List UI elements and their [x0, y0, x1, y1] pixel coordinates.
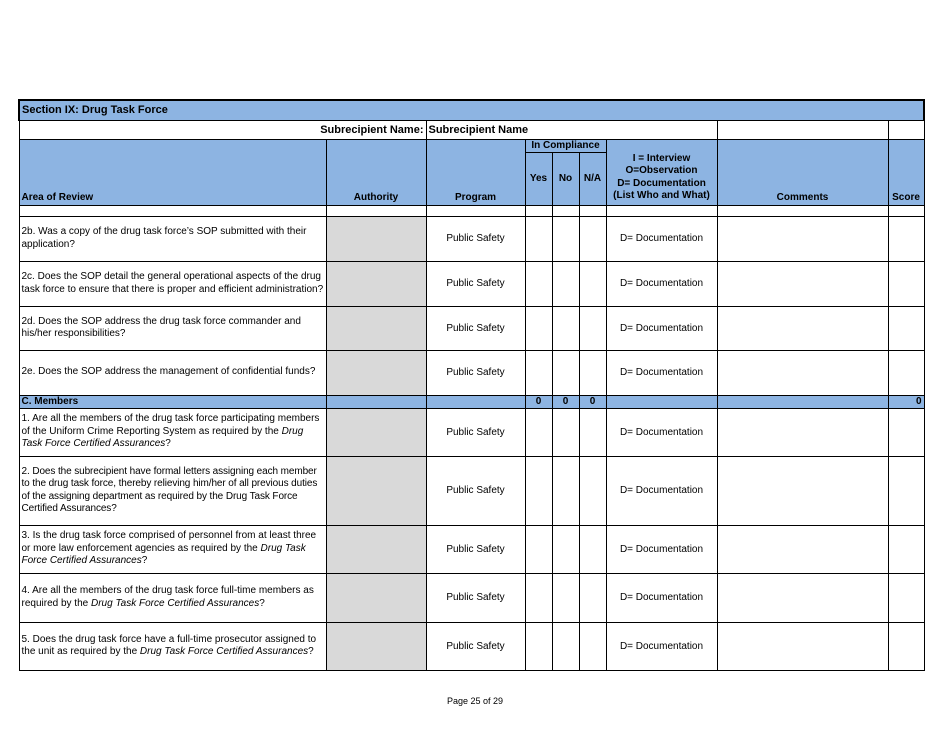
yes-cell[interactable] — [525, 306, 552, 350]
comments-cell[interactable] — [717, 408, 888, 456]
no-cell[interactable] — [552, 622, 579, 670]
score-cell[interactable] — [888, 456, 924, 525]
authority-cell — [326, 622, 426, 670]
method-cell: D= Documentation — [606, 261, 717, 306]
method-cell: D= Documentation — [606, 350, 717, 395]
authority-cell — [326, 408, 426, 456]
header-yes: Yes — [525, 152, 552, 205]
table-row — [19, 408, 924, 456]
na-cell[interactable] — [579, 408, 606, 456]
no-cell[interactable] — [552, 350, 579, 395]
question-text: 2e. Does the SOP address the management of confidential funds? — [19, 350, 326, 395]
table-row — [19, 622, 924, 670]
program-cell: Public Safety — [426, 408, 525, 456]
score-cell[interactable] — [888, 573, 924, 622]
method-cell: D= Documentation — [606, 456, 717, 525]
question-text: 3. Is the drug task force comprised of personnel from at least three or more law enforcement agencies as required by the Drug Task Force Certified Assurances? — [19, 525, 326, 573]
comments-cell[interactable] — [717, 525, 888, 573]
spacer-row — [19, 205, 924, 216]
table-row — [19, 350, 924, 395]
question-text: 2. Does the subrecipient have formal letters assigning each member to the drug task force, thereby relieving him/her of all previous duties of the assigning department as required by the Drug Task Force Certified Assurances? — [19, 456, 326, 525]
legend-interview: I = Interview — [632, 152, 691, 164]
method-cell: D= Documentation — [606, 573, 717, 622]
na-cell[interactable] — [579, 306, 606, 350]
score-cell[interactable] — [888, 350, 924, 395]
yes-cell[interactable] — [525, 216, 552, 261]
header-no: No — [552, 152, 579, 205]
members-no-total: 0 — [552, 395, 579, 408]
method-cell: D= Documentation — [606, 525, 717, 573]
score-cell[interactable] — [888, 525, 924, 573]
program-cell: Public Safety — [426, 216, 525, 261]
table-row — [19, 456, 924, 525]
program-cell: Public Safety — [426, 261, 525, 306]
legend-observation: O=Observation — [625, 165, 698, 176]
yes-cell[interactable] — [525, 525, 552, 573]
members-row — [19, 395, 924, 408]
yes-cell[interactable] — [525, 261, 552, 306]
question-text: 5. Does the drug task force have a full-time prosecutor assigned to the unit as required by the Drug Task Force Certified Assurances? — [19, 622, 326, 670]
score-cell[interactable] — [888, 622, 924, 670]
table-row — [19, 573, 924, 622]
header-na: N/A — [579, 152, 606, 205]
table-row — [19, 306, 924, 350]
authority-cell — [326, 306, 426, 350]
header-score: Score — [888, 139, 924, 205]
question-text: 4. Are all the members of the drug task force full-time members as required by the Drug Task Force Certified Assurances? — [19, 573, 326, 622]
program-cell: Public Safety — [426, 350, 525, 395]
header-comments: Comments — [717, 139, 888, 205]
table-row — [19, 525, 924, 573]
header-legend — [606, 139, 717, 205]
score-cell[interactable] — [888, 216, 924, 261]
header-row-1 — [19, 139, 924, 152]
authority-cell — [326, 573, 426, 622]
authority-cell — [326, 525, 426, 573]
yes-cell[interactable] — [525, 622, 552, 670]
no-cell[interactable] — [552, 408, 579, 456]
score-cell[interactable] — [888, 408, 924, 456]
method-cell: D= Documentation — [606, 408, 717, 456]
header-authority: Authority — [326, 139, 426, 205]
table-row — [19, 261, 924, 306]
question-text: 1. Are all the members of the drug task force participating members of the Uniform Crime Reporting System as required by the Drug Task Force Certified Assurances? — [19, 408, 326, 456]
review-table — [18, 99, 925, 671]
na-cell[interactable] — [579, 622, 606, 670]
program-cell: Public Safety — [426, 573, 525, 622]
comments-cell[interactable] — [717, 622, 888, 670]
comments-cell[interactable] — [717, 573, 888, 622]
no-cell[interactable] — [552, 456, 579, 525]
authority-cell — [326, 261, 426, 306]
subrecipient-blank-2 — [888, 120, 924, 139]
na-cell[interactable] — [579, 456, 606, 525]
authority-cell — [326, 350, 426, 395]
members-na-total: 0 — [579, 395, 606, 408]
subrecipient-row — [19, 120, 924, 139]
members-score-total: 0 — [888, 395, 924, 408]
comments-cell[interactable] — [717, 456, 888, 525]
question-text: 2d. Does the SOP address the drug task force commander and his/her responsibilities? — [19, 306, 326, 350]
comments-cell[interactable] — [717, 216, 888, 261]
na-cell[interactable] — [579, 525, 606, 573]
score-cell[interactable] — [888, 306, 924, 350]
subrecipient-blank — [717, 120, 888, 139]
comments-cell[interactable] — [717, 261, 888, 306]
subrecipient-value[interactable]: Subrecipient Name — [426, 120, 717, 139]
legend-documentation: D= Documentation — [617, 177, 706, 189]
yes-cell[interactable] — [525, 456, 552, 525]
section-title-row — [19, 100, 924, 120]
program-cell: Public Safety — [426, 622, 525, 670]
members-yes-total: 0 — [525, 395, 552, 408]
members-label: C. Members — [19, 395, 326, 408]
authority-cell — [326, 456, 426, 525]
header-area: Area of Review — [19, 139, 326, 205]
yes-cell[interactable] — [525, 350, 552, 395]
authority-cell — [326, 216, 426, 261]
no-cell[interactable] — [552, 216, 579, 261]
table-row — [19, 216, 924, 261]
method-cell: D= Documentation — [606, 306, 717, 350]
na-cell[interactable] — [579, 350, 606, 395]
no-cell[interactable] — [552, 261, 579, 306]
comments-cell[interactable] — [717, 306, 888, 350]
program-cell: Public Safety — [426, 306, 525, 350]
na-cell[interactable] — [579, 261, 606, 306]
no-cell[interactable] — [552, 573, 579, 622]
no-cell[interactable] — [552, 525, 579, 573]
yes-cell[interactable] — [525, 408, 552, 456]
section-title: Section IX: Drug Task Force — [19, 100, 924, 120]
no-cell[interactable] — [552, 306, 579, 350]
page-number: Page 25 of 29 — [446, 696, 504, 706]
method-cell: D= Documentation — [606, 216, 717, 261]
subrecipient-label: Subrecipient Name: — [19, 120, 426, 139]
yes-cell[interactable] — [525, 573, 552, 622]
score-cell[interactable] — [888, 261, 924, 306]
question-text: 2b. Was a copy of the drug task force’s SOP submitted with their application? — [19, 216, 326, 261]
comments-cell[interactable] — [717, 350, 888, 395]
na-cell[interactable] — [579, 216, 606, 261]
header-program: Program — [426, 139, 525, 205]
header-in-compliance: In Compliance — [525, 139, 606, 152]
method-cell: D= Documentation — [606, 622, 717, 670]
program-cell: Public Safety — [426, 525, 525, 573]
program-cell: Public Safety — [426, 456, 525, 525]
legend-list: (List Who and What) — [613, 190, 710, 201]
question-text: 2c. Does the SOP detail the general operational aspects of the drug task force to ensure that there is proper and efficient administration? — [19, 261, 326, 306]
na-cell[interactable] — [579, 573, 606, 622]
